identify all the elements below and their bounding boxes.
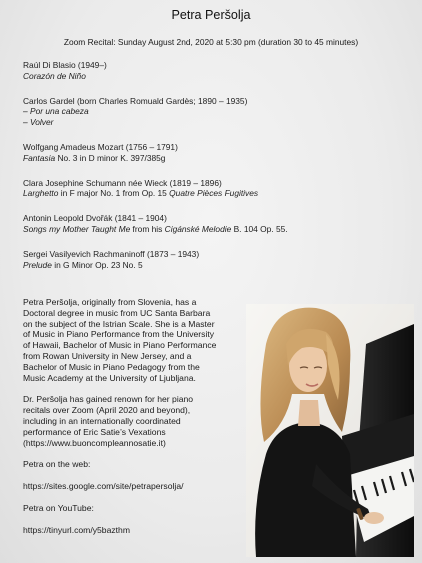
work-title: – Por una cabeza [23, 106, 89, 117]
program-item [23, 96, 413, 128]
bio-line: recitals over Zoom (April 2020 and beyond), [23, 405, 191, 416]
bio-line: Doctoral degree in music from UC Santa Barbara [23, 307, 211, 318]
work-detail: B. 104 Op. 55. [231, 223, 288, 234]
bio-line: on the subject of the Istrian Scale. She is a Master [23, 318, 215, 329]
bio-paragraph [23, 394, 245, 448]
work-title: Songs my Mother Taught Me [23, 223, 131, 234]
biography [23, 297, 245, 547]
work-title: Corazón de Niño [23, 70, 86, 81]
pianist-illustration [246, 304, 414, 557]
work-detail: No. 3 in D minor K. 397/385g [55, 152, 166, 163]
youtube-label: Petra on YouTube: [23, 502, 94, 513]
work-line [23, 153, 413, 164]
work-detail: from his [130, 223, 165, 234]
work-title: Larghetto [23, 188, 59, 199]
bio-line: including in an internationally coordinated [23, 415, 181, 426]
program-item [23, 249, 413, 271]
program-item [23, 213, 413, 235]
web-label: Petra on the web: [23, 459, 91, 470]
work-title: Fantasia [23, 152, 56, 163]
composer: Sergei Vasilyevich Rachmaninoff (1873 – 1943) [23, 248, 200, 259]
collection-title: Cigánské Melodie [164, 223, 232, 234]
website-link[interactable]: https://sites.google.com/site/petrapersolja/ [23, 481, 184, 492]
work-line [23, 260, 413, 271]
composer: Wolfgang Amadeus Mozart (1756 – 1791) [23, 141, 178, 152]
pianist-photo [246, 304, 414, 557]
work-line [23, 224, 413, 235]
bio-line: Petra Peršolja, originally from Slovenia, has a [23, 297, 197, 307]
bio-line: from Rowan University in New Jersey, and a [23, 350, 192, 361]
collection-title: Quatre Pièces Fugitives [169, 188, 259, 199]
bio-line: performance of Eric Satie’s Vexations [23, 426, 166, 437]
work-detail: in F major No. 1 from Op. 15 [58, 188, 170, 199]
bio-line: Bachelor of Music in Piano Pedagogy from the [23, 361, 200, 372]
bio-line: Music Academy at the University of Ljubljana. [23, 372, 196, 383]
recital-info: Zoom Recital: Sunday August 2nd, 2020 at 5:30 pm (duration 30 to 45 minutes) [63, 37, 359, 47]
work-title: – Volver [23, 117, 54, 128]
composer: Raúl Di Blasio (1949–) [23, 60, 107, 70]
composer: Antonin Leopold Dvořák (1841 – 1904) [23, 213, 167, 224]
program-item [23, 142, 413, 164]
work-detail: in G Minor Op. 23 No. 5 [51, 259, 143, 270]
composer: Carlos Gardel (born Charles Romuald Gardès; 1890 – 1935) [23, 95, 248, 106]
work-title: Prelude [23, 259, 52, 270]
page-title: Petra Peršolja [171, 8, 251, 22]
program-list [23, 60, 413, 284]
bio-line: of Hawaii, Bachelor of Music in Piano Performance [23, 340, 217, 351]
bio-line: Dr. Peršolja has gained renown for her piano [23, 394, 194, 405]
work-line [23, 188, 413, 199]
bio-line: of Music in Piano Performance from the University [23, 329, 215, 340]
satie-link[interactable]: (https://www.buoncompleannosatie.it) [23, 437, 166, 448]
program-item [23, 60, 413, 82]
youtube-link[interactable]: https://tinyurl.com/y5bazthm [23, 524, 130, 535]
composer: Clara Josephine Schumann née Wieck (1819 – 1896) [23, 177, 222, 188]
bio-paragraph [23, 297, 245, 383]
program-item [23, 178, 413, 200]
